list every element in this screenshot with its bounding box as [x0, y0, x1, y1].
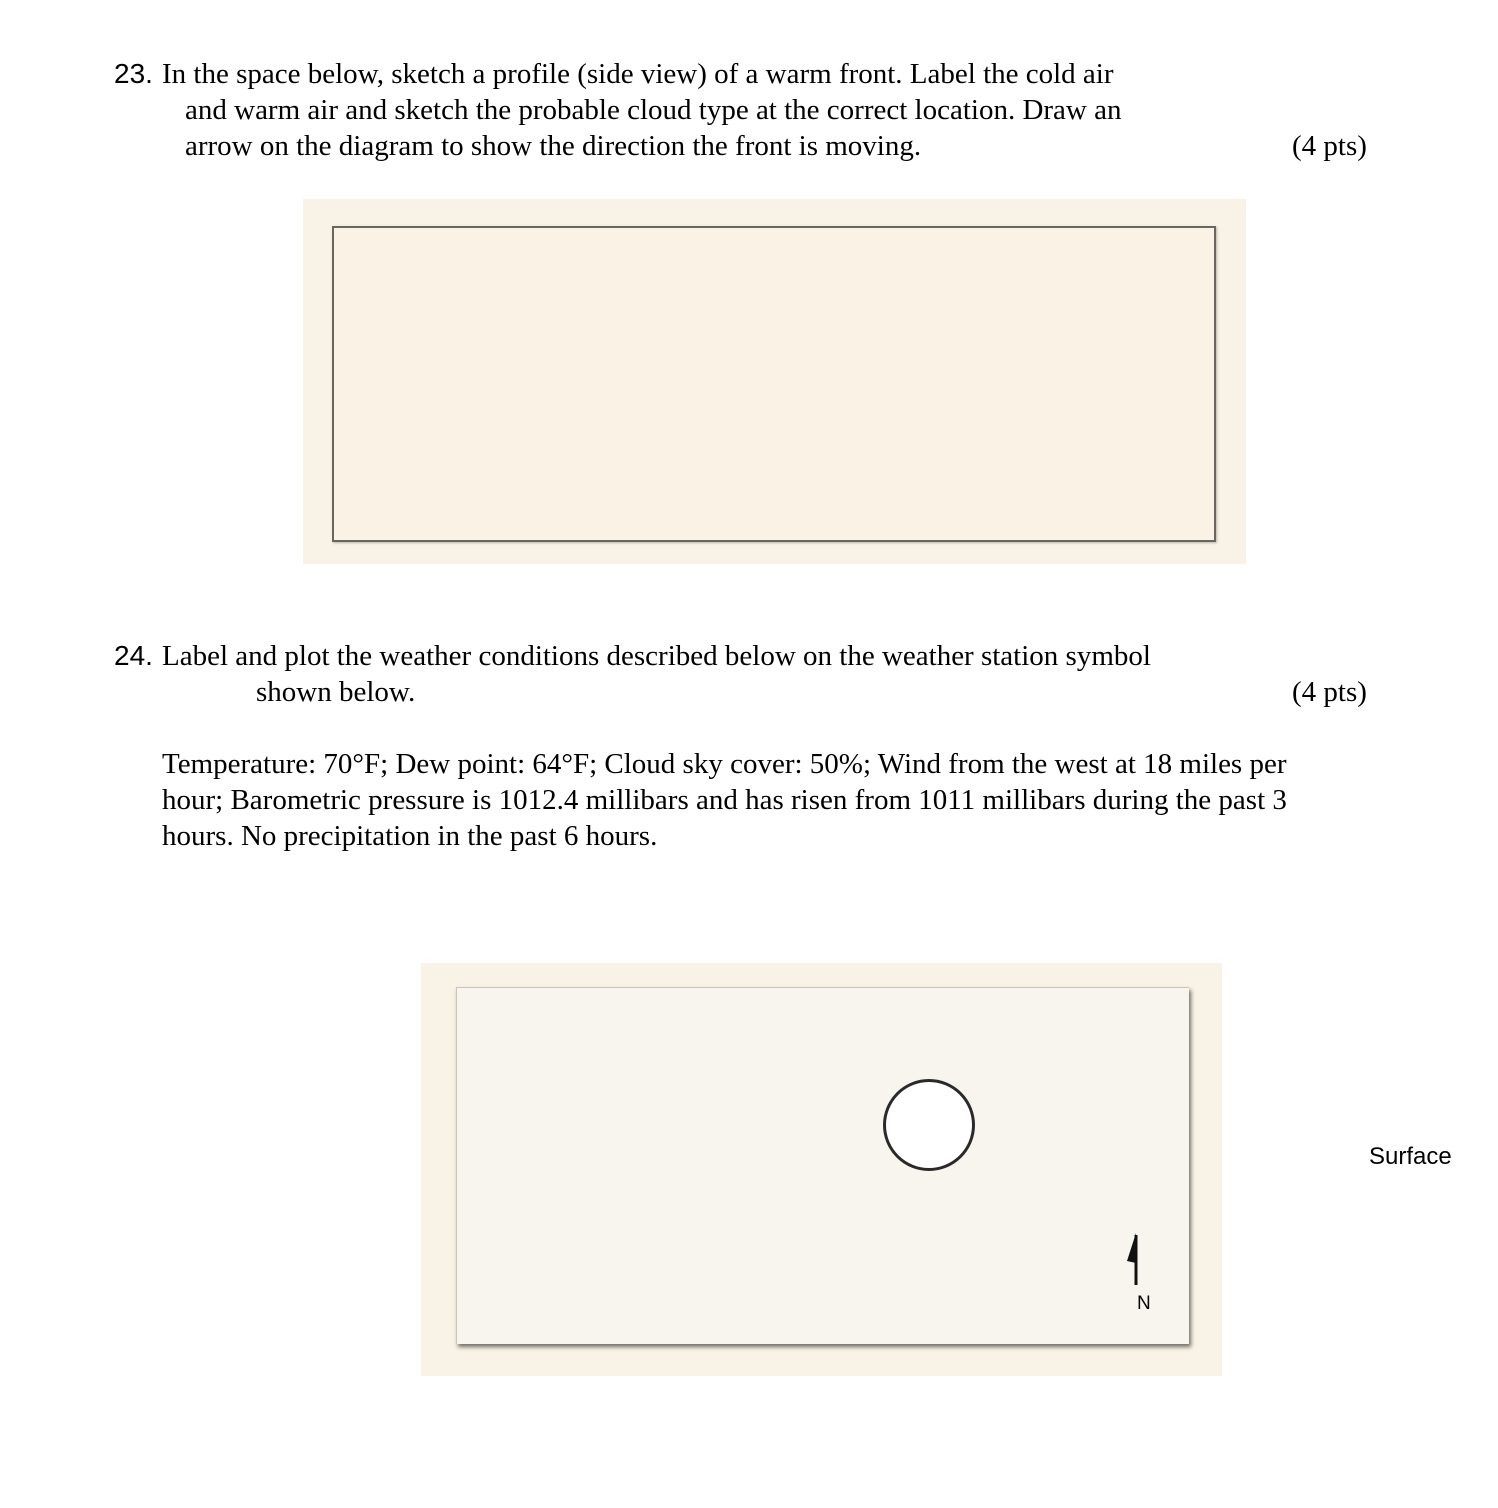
surface-label: Surface	[1369, 1143, 1452, 1170]
north-label: N	[1137, 1293, 1151, 1314]
question-24-points: (4 pts)	[1292, 676, 1367, 708]
warm-front-drawing-area[interactable]	[332, 226, 1216, 542]
conditions-line-2: hour; Barometric pressure is 1012.4 millibars and has risen from 1011 millibars during the past 3	[162, 784, 1287, 816]
question-24-number: 24.	[114, 640, 153, 671]
question-24-line-2: shown below.	[256, 676, 416, 708]
question-23-number: 23.	[114, 58, 153, 89]
question-23-line-2: and warm air and sketch the probable cloud type at the correct location. Draw an	[185, 94, 1122, 126]
question-23-line-3: arrow on the diagram to show the direction the front is moving.	[185, 130, 922, 162]
station-circle[interactable]	[883, 1079, 975, 1171]
station-model-panel	[421, 963, 1222, 1376]
question-24-line-1: Label and plot the weather conditions described below on the weather station symbol	[162, 640, 1151, 672]
question-23-points: (4 pts)	[1292, 130, 1367, 162]
station-model-drawing-area[interactable]	[456, 987, 1189, 1344]
north-arrow-icon	[1126, 1231, 1146, 1287]
conditions-line-3: hours. No precipitation in the past 6 hours.	[162, 820, 658, 852]
conditions-line-1: Temperature: 70°F; Dew point: 64°F; Cloud sky cover: 50%; Wind from the west at 18 miles per	[162, 748, 1287, 780]
warm-front-sketch-panel	[303, 199, 1246, 564]
question-23-line-1: In the space below, sketch a profile (side view) of a warm front. Label the cold air	[162, 58, 1114, 90]
